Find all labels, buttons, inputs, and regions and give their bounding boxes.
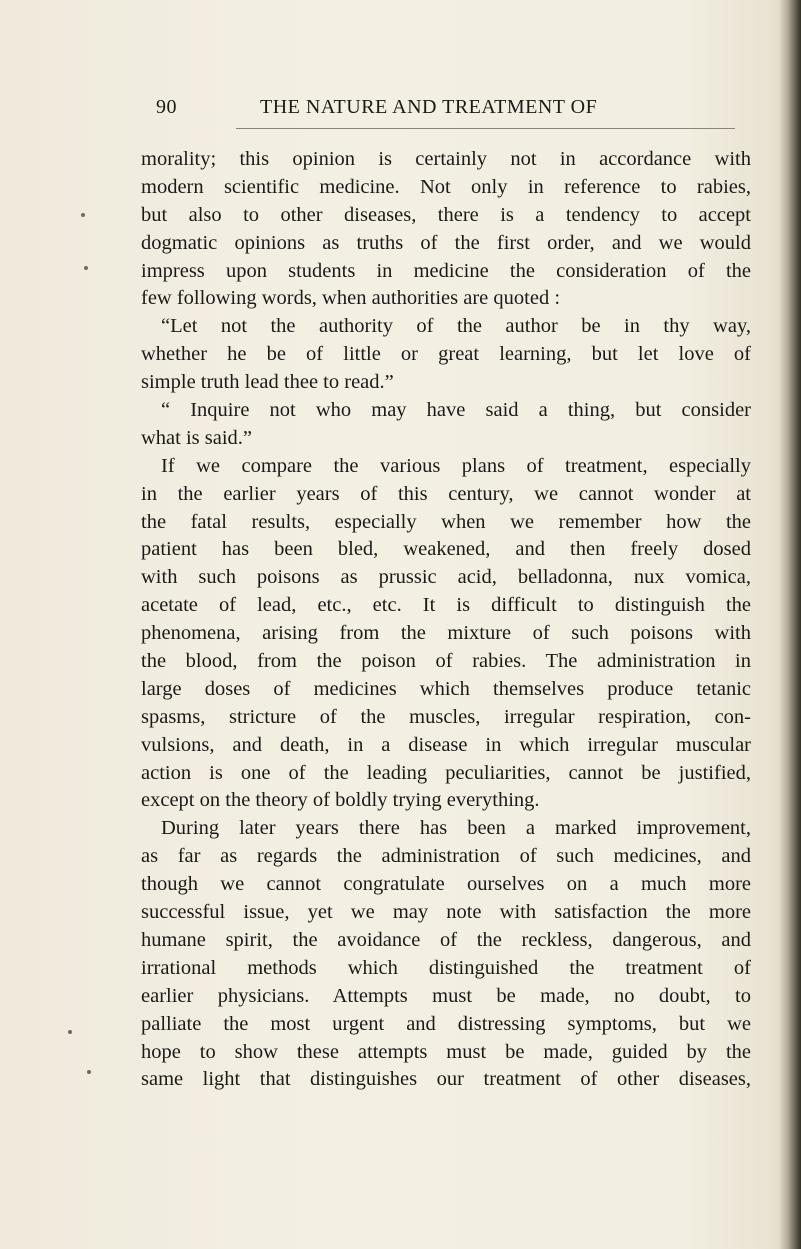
text-line: same light that distinguishes our treatment of other diseases,	[141, 1068, 751, 1091]
text-line: dogmatic opinions as truths of the first order, and we would	[141, 231, 751, 254]
text-line: hope to show these attempts must be made, guided by the	[141, 1040, 751, 1063]
text-line: earlier physicians. Attempts must be made, no doubt, to	[141, 984, 751, 1007]
text-line: large doses of medicines which themselves produce tetanic	[141, 677, 751, 700]
text-line: whether he be of little or great learning, but let love of	[141, 343, 751, 366]
text-line: impress upon students in medicine the consideration of the	[141, 259, 751, 282]
text-line: few following words, when authorities are quoted :	[141, 287, 561, 310]
header-rule	[236, 128, 735, 129]
text-line: irrational methods which distinguished the treatment of	[141, 956, 751, 979]
text-line: the blood, from the poison of rabies. The administration in	[141, 650, 751, 673]
text-line: spasms, stricture of the muscles, irregular respiration, con-	[141, 705, 751, 728]
text-line: successful issue, yet we may note with satisfaction the more	[141, 901, 751, 924]
text-line: as far as regards the administration of such medicines, and	[141, 845, 751, 868]
text-line: “Let not the authority of the author be in thy way,	[161, 315, 751, 338]
body-text	[141, 146, 751, 1094]
text-line: action is one of the leading peculiarities, cannot be justified,	[141, 761, 751, 784]
text-line: with such poisons as prussic acid, belladonna, nux vomica,	[141, 566, 751, 589]
text-line: simple truth lead thee to read.”	[141, 371, 394, 394]
running-head	[138, 96, 738, 122]
text-line: what is said.”	[141, 426, 253, 449]
page-edge-shadow	[779, 0, 801, 1249]
text-line: though we cannot congratulate ourselves on a much more	[141, 873, 751, 896]
text-line: During later years there has been a marked improvement,	[161, 817, 751, 840]
text-line: palliate the most urgent and distressing symptoms, but we	[141, 1012, 751, 1035]
text-line: If we compare the various plans of treatment, especially	[161, 454, 751, 477]
text-line: “ Inquire not who may have said a thing, but consider	[161, 399, 751, 422]
text-line: in the earlier years of this century, we cannot wonder at	[141, 482, 751, 505]
text-line: but also to other diseases, there is a tendency to accept	[141, 203, 751, 226]
margin-mark	[87, 1070, 91, 1074]
margin-mark	[81, 213, 85, 217]
text-line: morality; this opinion is certainly not in accordance with	[141, 148, 751, 170]
margin-mark	[84, 266, 88, 270]
text-line: humane spirit, the avoidance of the reckless, dangerous, and	[141, 928, 751, 951]
text-line: except on the theory of boldly trying everything.	[141, 789, 540, 812]
page-number: 90	[156, 96, 177, 118]
text-line: phenomena, arising from the mixture of such poisons with	[141, 622, 751, 645]
text-line: the fatal results, especially when we remember how the	[141, 510, 751, 533]
text-line: modern scientific medicine. Not only in reference to rabies,	[141, 175, 751, 198]
margin-mark	[68, 1030, 72, 1034]
text-line: patient has been bled, weakened, and then freely dosed	[141, 538, 751, 561]
text-line: vulsions, and death, in a disease in which irregular muscular	[141, 733, 751, 756]
running-head-title: THE NATURE AND TREATMENT OF	[260, 96, 598, 118]
text-line: acetate of lead, etc., etc. It is difficult to distinguish the	[141, 594, 751, 617]
